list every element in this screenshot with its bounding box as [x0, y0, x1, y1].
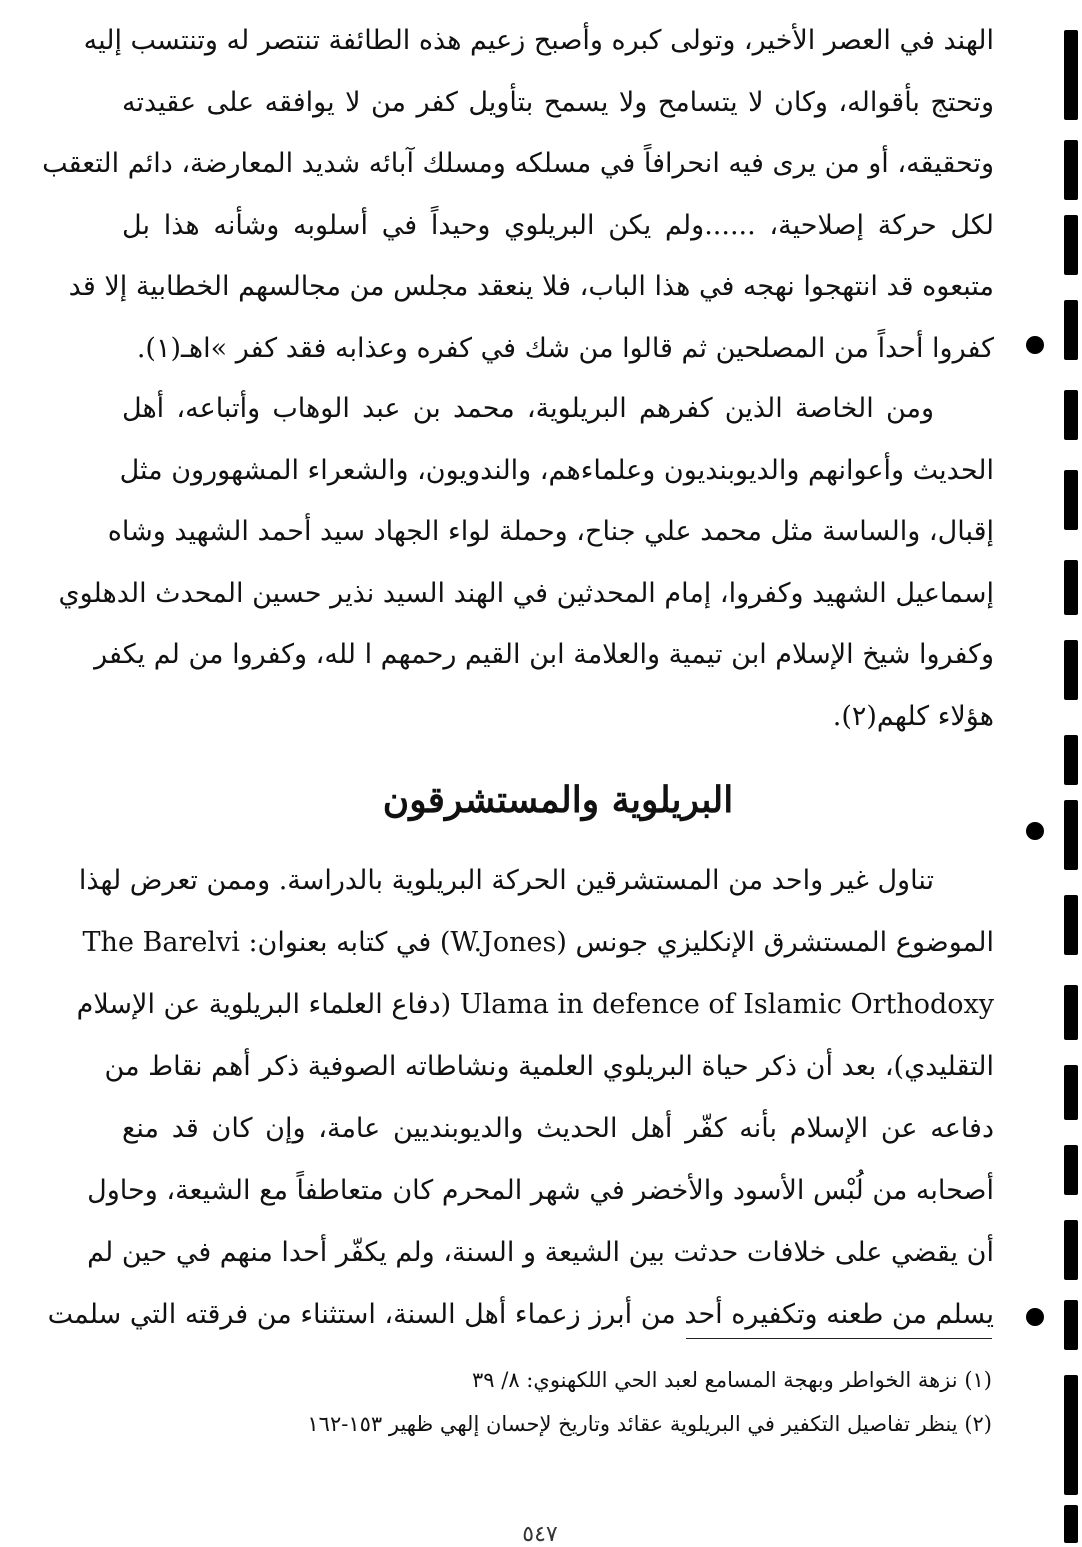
scan-edge-mark [1064, 215, 1078, 275]
scan-edge-mark [1064, 1425, 1078, 1495]
footnote-2: (٢) ينظر تفاصيل التكفير في البريلوية عقائد وتاريخ لإحسان إلهي ظهير ١٥٣-١٦٢ [307, 1412, 992, 1436]
text-line: وكفروا شيخ الإسلام ابن تيمية والعلامة ابن القيم رحمهم ا لله، وكفروا من لم يكفر [94, 639, 994, 670]
footnotes [160, 1358, 992, 1446]
punch-hole-mark [1026, 336, 1044, 354]
scan-edge-mark [1064, 30, 1078, 120]
text-line: الحديث وأعوانهم والديوبنديون وعلماءهم، والندويون، والشعراء المشهورون مثل [119, 454, 994, 486]
punch-hole-mark [1026, 1308, 1044, 1326]
scan-edge-mark [1064, 800, 1078, 870]
text-line: وتحتج بأقواله، وكان لا يتسامح ولا يسمح بتأويل كفر من لا يوافقه على عقيدته [122, 86, 994, 118]
scan-edge-mark [1064, 1145, 1078, 1195]
text-line: دفاعه عن الإسلام بأنه كفّر أهل الحديث والديوبنديين عامة، وإن كان قد منع [122, 1113, 994, 1144]
scan-edge-mark [1064, 735, 1078, 785]
text-line: وتحقيقه، أو من يرى فيه انحرافاً في مسلكه ومسلك آبائه شديد المعارضة، دائم التعقب [42, 148, 994, 179]
text-line: Ulama in defence of Islamic Orthodoxy (دفاع العلماء البريلوية عن الإسلام [76, 989, 994, 1020]
text-line: أن يقضي على خلافات حدثت بين الشيعة و السنة، ولم يكفّر أحدا منهم في حين لم [87, 1237, 994, 1268]
section-heading: البريلوية والمستشرقون [382, 779, 734, 821]
punch-hole-mark [1026, 822, 1044, 840]
text-line: الموضوع المستشرق الإنكليزي جونس (W.Jones) في كتابه بعنوان: The Barelvi [82, 927, 994, 958]
scan-edge-mark [1064, 985, 1078, 1040]
footnote-divider [686, 1338, 992, 1339]
scan-edge-mark [1064, 140, 1078, 200]
text-line: يسلم من طعنه وتكفيره أحد من أبرز زعماء أهل السنة، استثناء من فرقته التي سلمت [47, 1299, 994, 1330]
scan-edge-mark [1064, 560, 1078, 615]
text-line: الهند في العصر الأخير، وتولى كبره وأصبح زعيم هذه الطائفة تنتصر له وتنتسب إليه [83, 25, 994, 56]
page-number: ٥٤٧ [522, 1522, 558, 1547]
text-line: كفروا أحداً من المصلحين ثم قالوا من شك في كفره وعذابه فقد كفر »اهـ(١). [136, 332, 994, 364]
footnote-1: (١) نزهة الخواطر وبهجة المسامع لعبد الحي اللكهنوي: ٨/ ٣٩ [472, 1368, 992, 1392]
paragraph-1 [42, 10, 994, 379]
scan-edge-mark [1064, 1300, 1078, 1350]
text-line: ومن الخاصة الذين كفرهم البريلوية، محمد بن عبد الوهاب وأتباعه، أهل [122, 393, 934, 424]
scan-edge-mark [1064, 390, 1078, 440]
text-line: أصحابه من لُبْس الأسود والأخضر في شهر المحرم كان متعاطفاً مع الشيعة، وحاول [87, 1175, 994, 1206]
scan-edge-mark [1064, 1505, 1078, 1543]
text-line: إسماعيل الشهيد وكفروا، إمام المحدثين في الهند السيد نذير حسين المحدث الدهلوي [58, 577, 994, 609]
text-line: لكل حركة إصلاحية، ......ولم يكن البريلوي وحيداً في أسلوبه وشأنه هذا بل [122, 209, 994, 241]
scan-edge-mark [1064, 895, 1078, 955]
scan-edge-mark [1064, 1065, 1078, 1120]
text-line: تناول غير واحد من المستشرقين الحركة البريلوية بالدراسة. وممن تعرض لهذا [78, 865, 934, 896]
scan-edge-mark [1064, 470, 1078, 530]
text-line: التقليدي)، بعد أن ذكر حياة البريلوي العلمية ونشاطاته الصوفية ذكر أهم نقاط من [104, 1051, 994, 1082]
scan-edge-mark [1064, 1220, 1078, 1280]
text-line: هؤلاء كلهم(٢). [832, 700, 994, 732]
text-line: إقبال، والساسة مثل محمد علي جناح، وحملة لواء الجهاد سيد أحمد الشهيد وشاه [107, 516, 994, 547]
scan-edge-mark [1064, 1375, 1078, 1430]
text-line: متبعوه قد انتهجوا نهجه في هذا الباب، فلا ينعقد مجلس من مجالسهم الخطابية إلا قد [68, 271, 994, 302]
paragraph-3 [47, 850, 994, 1346]
paragraph-2 [58, 378, 994, 747]
scan-edge-mark [1064, 640, 1078, 700]
scan-edge-mark [1064, 300, 1078, 360]
